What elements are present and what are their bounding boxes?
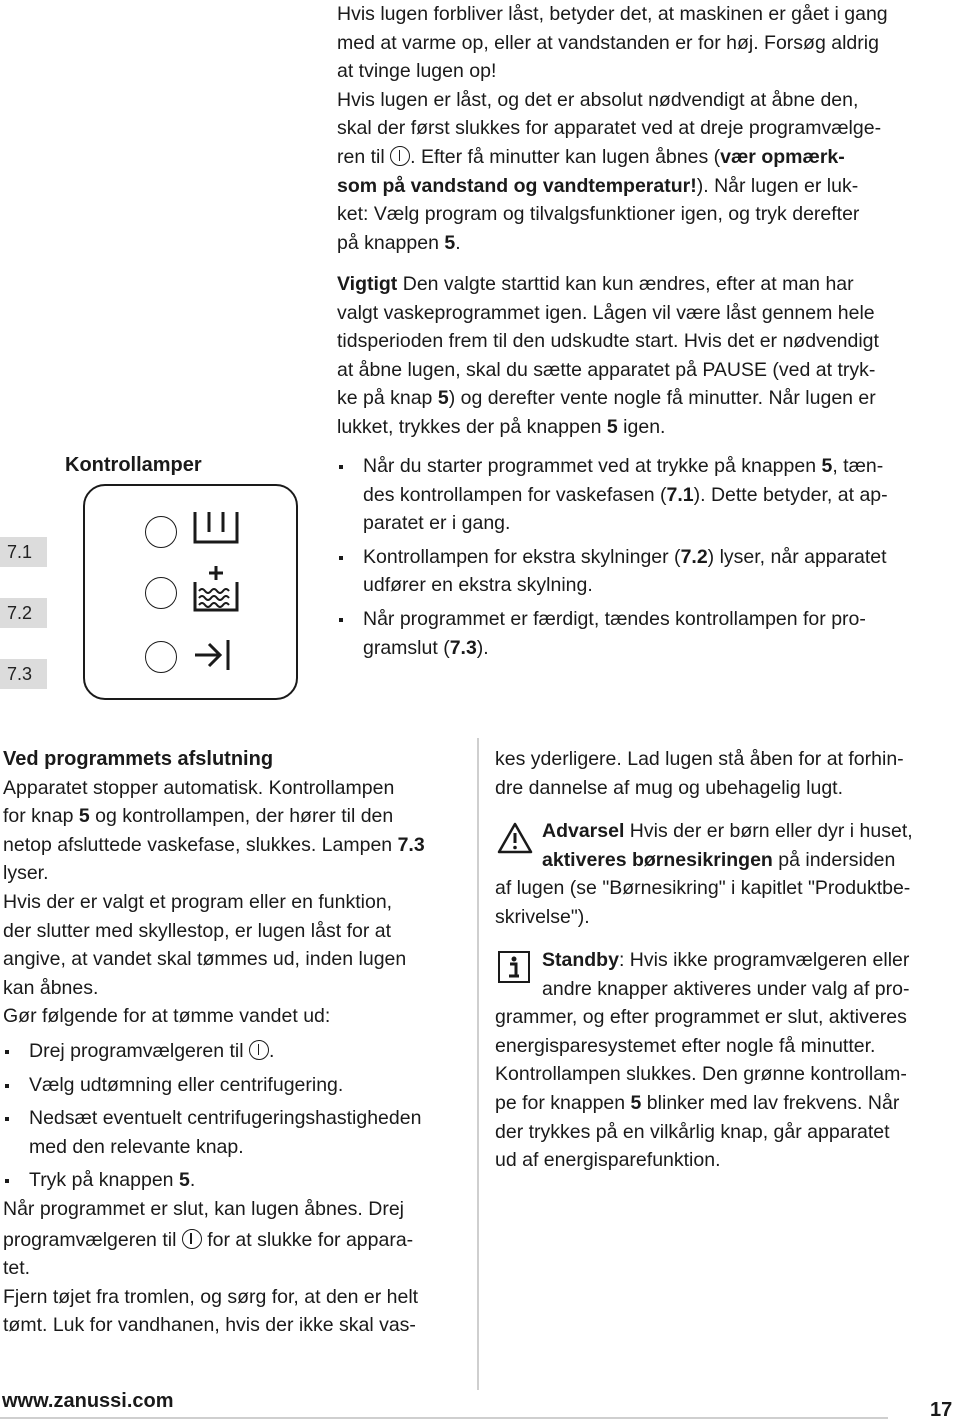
vigtigt-note	[337, 270, 957, 442]
control-panel	[83, 484, 298, 700]
page-number: 17	[930, 1399, 953, 1421]
standby-label: Standby	[542, 949, 619, 971]
text-span: .	[189, 1169, 196, 1192]
text-line: tømt. Luk for vandhanen, hvis der ikke skal vas-	[3, 1314, 416, 1337]
text-span: Hvis der er børn eller dyr i huset,	[624, 820, 913, 842]
bold-text: 7.3	[449, 636, 477, 659]
text-line: Nedsæt eventuelt centrifugeringshastigheden	[29, 1107, 422, 1130]
text-line: angive, at vandet skal tømmes ud, inden lugen	[3, 948, 407, 971]
list-item	[3, 1104, 473, 1161]
lamp-7-1	[145, 516, 177, 548]
advarsel-label: Advarsel	[542, 820, 625, 842]
list-item	[3, 1037, 473, 1066]
section-heading: Ved programmets afslutning	[3, 748, 274, 770]
bold-text: 5	[821, 455, 833, 477]
text-line	[363, 481, 957, 510]
bold-text: som på vandstand og vandtemperatur!	[337, 174, 697, 197]
text-span: på indersiden	[772, 848, 896, 871]
text-span: ). Dette betyder, at ap-	[693, 483, 888, 506]
text-line	[495, 946, 957, 975]
power-off-icon	[249, 1040, 269, 1060]
text-line: ud af energisparefunktion.	[495, 1149, 721, 1172]
text-span: ) lyser, når apparatet	[707, 545, 887, 568]
text-span: . Efter få minutter kan lugen åbnes (	[410, 145, 721, 168]
list-item	[337, 543, 957, 600]
text-line: valgt vaskeprogrammet igen. Lågen vil være låst gennem hele	[337, 301, 875, 324]
text-line: dre dannelse af mug og ubehagelig lugt.	[495, 776, 844, 799]
bold-text: aktiveres børnesikringen	[542, 848, 773, 871]
list-item	[3, 1166, 473, 1195]
power-off-icon	[390, 146, 410, 166]
text-line: tidsperioden frem til den udskudte start. Hvis det er nødvendigt	[337, 330, 879, 353]
text-line	[363, 452, 957, 481]
text-span: ) og derefter vente nogle få minutter. Når lugen er	[448, 387, 876, 410]
text-line: at åbne lugen, skal du sætte apparatet på PAUSE (ved at tryk-	[337, 358, 876, 381]
text-line	[495, 846, 957, 875]
text-line	[3, 831, 473, 860]
text-line: energisparesystemet efter nogle få minutter.	[495, 1034, 876, 1057]
lamp-tabs	[0, 0, 60, 700]
wash-phase-icon	[191, 510, 241, 546]
text-line: Apparatet stopper automatisk. Kontrollampen	[3, 776, 395, 799]
text-line: med at varme op, eller at vandstanden er for høj. Forsøg aldrig	[337, 31, 879, 54]
left-column	[3, 745, 473, 1340]
text-line: skal der først slukkes for apparatet ved at dreje programvælge-	[337, 117, 882, 140]
kontrollamper-heading: Kontrollamper	[65, 454, 202, 476]
vigtigt-label: Vigtigt	[337, 273, 398, 295]
text-span: Drej programvælgeren til	[29, 1039, 244, 1062]
kontrol-bullets	[337, 452, 957, 662]
text-line: af lugen (se "Børnesikring" i kapitlet "Produktbe-	[495, 877, 911, 900]
text-line: kan åbnes.	[3, 976, 99, 999]
text-line	[363, 634, 957, 663]
text-span: og kontrollampen, der hører til den	[89, 805, 394, 828]
text-line: lyser.	[3, 862, 49, 885]
bold-text: 7.2	[680, 545, 708, 568]
lock-section	[337, 0, 957, 257]
text-line	[337, 172, 957, 201]
text-line: andre knapper aktiveres under valg af pro-	[542, 977, 910, 1000]
bold-text: 5	[78, 805, 90, 828]
text-line: skrivelse").	[495, 905, 590, 928]
text-line: paratet er i gang.	[363, 512, 511, 535]
text-line	[3, 1226, 473, 1255]
text-span: ren til	[337, 145, 385, 168]
text-span: : Hvis ikke programvælgeren eller	[618, 949, 910, 971]
bold-text: 5	[178, 1169, 190, 1192]
text-span: netop afsluttede vaskefase, slukkes. Lampen	[3, 833, 393, 856]
standby-note	[495, 946, 957, 1175]
text-line: Hvis lugen forbliver låst, betyder det, at maskinen er gået i gang	[337, 3, 888, 25]
text-line: Fjern tøjet fra tromlen, og sørg for, at den er helt	[3, 1285, 419, 1308]
text-span: gramslut (	[363, 636, 450, 659]
text-span: Tryk på knappen	[29, 1169, 174, 1192]
text-span: igen.	[617, 415, 666, 438]
bold-text: 5	[437, 387, 449, 410]
text-line: tet.	[3, 1257, 31, 1280]
text-line	[337, 270, 957, 299]
column-divider	[477, 738, 479, 1390]
text-span: ).	[476, 636, 489, 659]
text-line	[3, 802, 473, 831]
end-arrow-icon	[193, 638, 233, 672]
text-span: ). Når lugen er luk-	[696, 174, 859, 197]
text-line	[337, 413, 957, 442]
text-span: .	[455, 231, 461, 254]
text-span: Når du starter programmet ved at trykke på knappen	[363, 455, 817, 477]
text-line: Vælg udtømning eller centrifugering.	[29, 1073, 344, 1096]
text-line: grammer, og efter programmet er slut, aktiveres	[495, 1006, 907, 1029]
bold-text: 5	[606, 415, 618, 438]
lamp-7-3	[145, 641, 177, 673]
text-span: for knap	[3, 805, 74, 828]
text-line: der slutter med skyllestop, er lugen låst for at	[3, 919, 392, 942]
bold-text: vær opmærk-	[720, 145, 845, 168]
text-span: Kontrollampen for ekstra skylninger (	[363, 545, 681, 568]
text-line: med den relevante knap.	[29, 1135, 244, 1158]
text-span: , tæn-	[832, 455, 884, 477]
text-span: blinker med lav frekvens. Når	[641, 1091, 900, 1114]
text-line: kes yderligere. Lad lugen stå åben for at forhin-	[495, 748, 904, 770]
text-line: Kontrollampen slukkes. Den grønne kontrollam-	[495, 1063, 907, 1086]
list-item	[337, 452, 957, 538]
text-span: for at slukke for appara-	[201, 1228, 414, 1251]
text-span: lukket, trykkes der på knappen	[337, 415, 602, 438]
bold-text: 5	[630, 1091, 642, 1114]
text-span: på knappen	[337, 231, 439, 254]
bold-text: 5	[444, 231, 456, 254]
tab-7-2: 7.2	[0, 598, 47, 628]
text-line	[29, 1037, 473, 1066]
text-line: Gør følgende for at tømme vandet ud:	[3, 1005, 331, 1028]
extra-rinse-icon	[191, 564, 241, 614]
bold-text: 7.3	[397, 833, 425, 856]
text-line	[363, 543, 957, 572]
text-line: der trykkes på en vilkårlig knap, går apparatet	[495, 1120, 890, 1143]
text-line: Når programmet er slut, kan lugen åbnes. Drej	[3, 1197, 405, 1220]
text-line: Hvis der er valgt et program eller en funktion,	[3, 890, 393, 913]
text-span: des kontrollampen for vaskefasen (	[363, 483, 667, 506]
right-column	[495, 745, 957, 802]
lamp-7-2	[145, 577, 177, 609]
text-line	[495, 817, 957, 846]
tab-7-1: 7.1	[0, 537, 47, 567]
text-line: Når programmet er færdigt, tændes kontrollampen for pro-	[363, 607, 866, 630]
list-item	[337, 605, 957, 662]
text-span: pe for knappen	[495, 1091, 626, 1114]
text-span: Den valgte starttid kan kun ændres, efter at man har	[397, 273, 854, 295]
text-line	[337, 143, 957, 172]
footer-url[interactable]: www.zanussi.com	[2, 1390, 174, 1412]
footer-rule	[0, 1417, 888, 1419]
tab-7-3: 7.3	[0, 659, 47, 689]
text-span: programvælgeren til	[3, 1228, 177, 1251]
text-line: at tvinge lugen op!	[337, 60, 497, 83]
text-line	[29, 1166, 473, 1195]
text-span: ke på knap	[337, 387, 433, 410]
text-line	[337, 229, 957, 258]
text-line: udfører en ekstra skylning.	[363, 574, 593, 597]
text-line	[337, 384, 957, 413]
power-off-icon	[182, 1229, 202, 1249]
list-item	[3, 1071, 473, 1100]
text-line: Hvis lugen er låst, og det er absolut nødvendigt at åbne den,	[337, 88, 859, 111]
text-line	[495, 1089, 957, 1118]
bold-text: 7.1	[666, 483, 694, 506]
text-span: .	[269, 1039, 275, 1062]
text-line: ket: Vælg program og tilvalgsfunktioner igen, og tryk derefter	[337, 203, 860, 226]
advarsel-note	[495, 817, 957, 931]
